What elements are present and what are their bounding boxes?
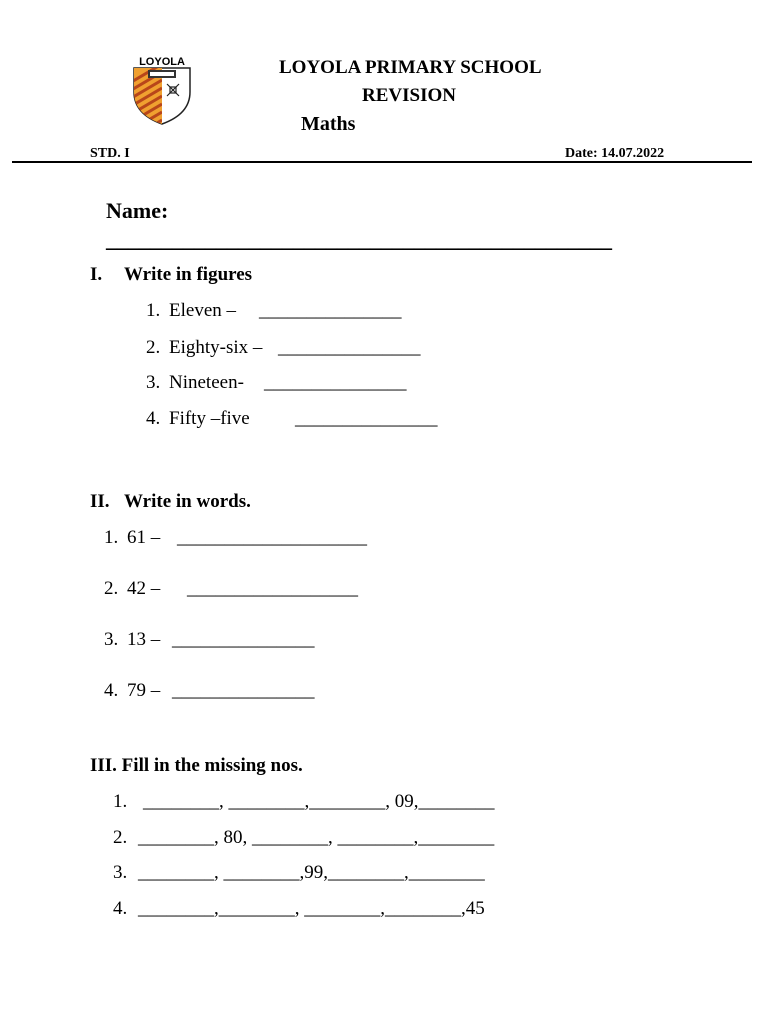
standard-label: STD. I (90, 146, 130, 161)
document-type: REVISION (362, 85, 456, 106)
subject-title: Maths (301, 113, 356, 135)
section-1-numeral: I. (90, 264, 103, 285)
answer-blank[interactable]: _______________ (259, 300, 402, 321)
list-item-number: 4. (113, 898, 128, 919)
number-sequence-blanks[interactable]: ________,________, ________,________,45 (138, 898, 485, 919)
answer-blank[interactable]: _______________ (172, 680, 315, 701)
answer-blank[interactable]: _______________ (264, 372, 407, 393)
list-item-number: 4. (104, 680, 119, 701)
question-text: Nineteen- (169, 372, 244, 393)
number-sequence-blanks[interactable]: ________, ________,________, 09,________ (143, 791, 495, 812)
question-text: 42 – (127, 578, 161, 599)
list-item-number: 1. (146, 300, 161, 321)
list-item-number: 1. (113, 791, 128, 812)
section-2-numeral: II. (90, 491, 110, 512)
header-divider (12, 161, 752, 163)
list-item-number: 3. (146, 372, 161, 393)
number-sequence-blanks[interactable]: ________, ________,99,________,________ (138, 862, 485, 883)
question-text: Eleven – (169, 300, 237, 321)
logo-wordmark: LOYOLA (139, 56, 185, 68)
question-text: 79 – (127, 680, 161, 701)
question-text: Eighty-six – (169, 337, 263, 358)
list-item-number: 2. (113, 827, 128, 848)
list-item-number: 2. (146, 337, 161, 358)
answer-blank[interactable]: __________________ (187, 578, 358, 599)
answer-blank[interactable]: ____________________ (177, 527, 367, 548)
section-1-heading: Write in figures (124, 264, 253, 285)
list-item-number: 3. (113, 862, 128, 883)
list-item-number: 3. (104, 629, 119, 650)
answer-blank[interactable]: _______________ (278, 337, 421, 358)
name-answer-line[interactable]: ______________________________________________ (106, 227, 612, 252)
answer-blank[interactable]: _______________ (172, 629, 315, 650)
question-text: 13 – (127, 629, 161, 650)
school-crest-logo (128, 54, 196, 126)
question-text: Fifty –five (169, 408, 250, 429)
list-item-number: 1. (104, 527, 119, 548)
answer-blank[interactable]: _______________ (295, 408, 438, 429)
school-name: LOYOLA PRIMARY SCHOOL (279, 57, 542, 78)
date-label: Date: 14.07.2022 (565, 146, 665, 161)
section-2-heading: Write in words. (124, 491, 251, 512)
name-label: Name: (106, 198, 169, 223)
number-sequence-blanks[interactable]: ________, 80, ________, ________,________ (138, 827, 495, 848)
list-item-number: 4. (146, 408, 161, 429)
list-item-number: 2. (104, 578, 119, 599)
question-text: 61 – (127, 527, 161, 548)
section-3-heading: III. Fill in the missing nos. (90, 755, 303, 776)
